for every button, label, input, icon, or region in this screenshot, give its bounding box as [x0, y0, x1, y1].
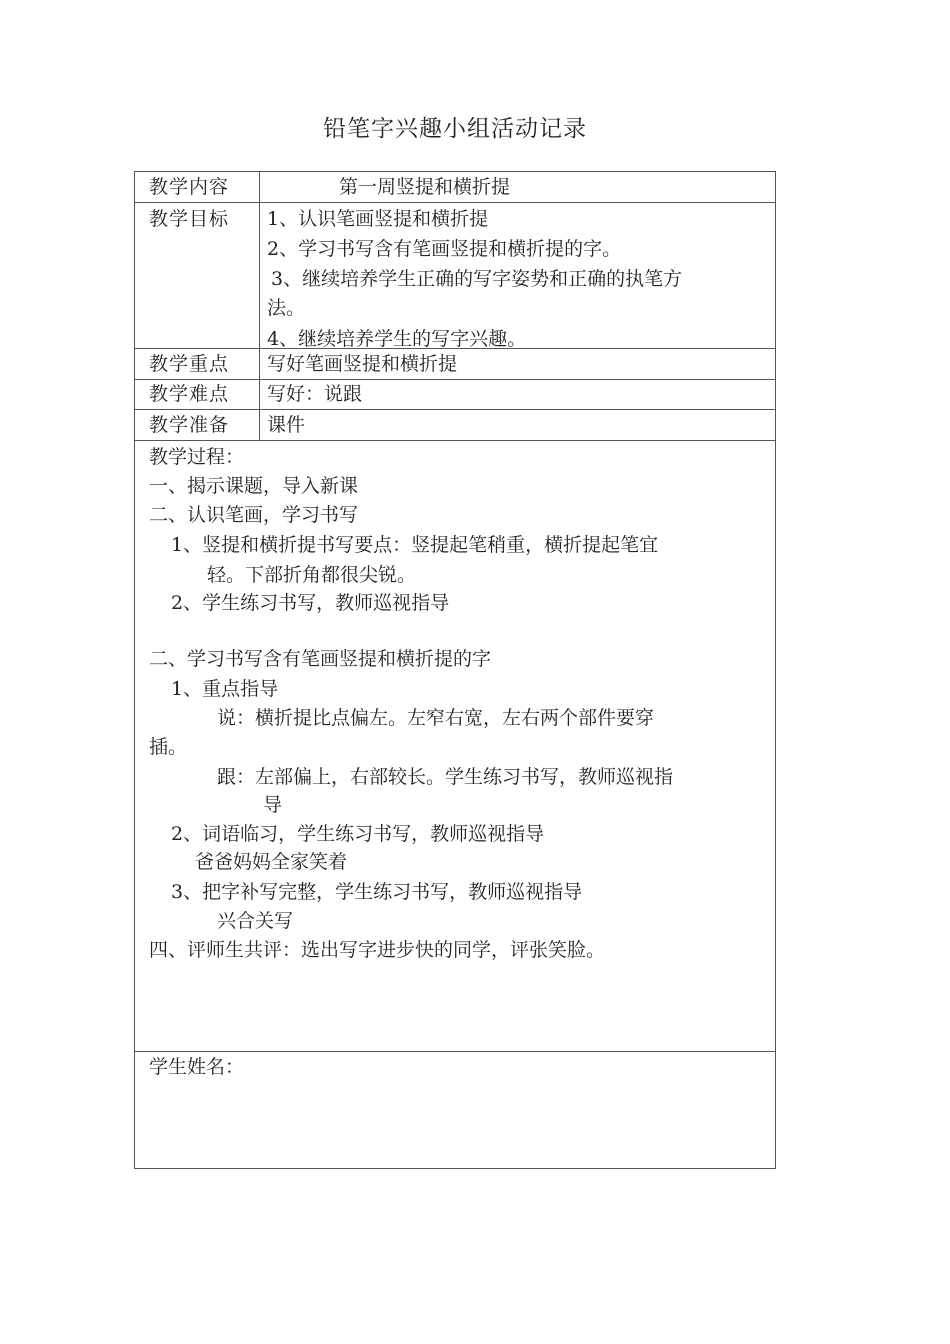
- process-line: 二、认识笔画，学习书写: [149, 504, 359, 526]
- process-line: 二、学习书写含有笔画竖提和横折提的字: [149, 648, 492, 670]
- activity-record-table: [134, 171, 776, 1169]
- preparation-label: 教学准备: [149, 414, 230, 436]
- row-divider: [135, 440, 775, 441]
- process-line: 2、学生练习书写，教师巡视指导: [171, 592, 450, 614]
- difficulty-value: 写好：说跟: [267, 383, 363, 405]
- process-line: 说：横折提比点偏左。左窄右宽，左右两个部件要穿: [217, 707, 655, 729]
- process-line: 轻。下部折角都很尖锐。: [207, 564, 417, 586]
- process-line: 跟：左部偏上，右部较长。学生练习书写，教师巡视指: [217, 766, 674, 788]
- goal-item: 2、学习书写含有笔画竖提和横折提的字。: [267, 238, 622, 260]
- process-line: 爸爸妈妈全家笑着: [195, 851, 348, 873]
- preparation-value: 课件: [267, 414, 306, 436]
- process-line: 3、把字补写完整，学生练习书写，教师巡视指导: [171, 881, 583, 903]
- process-line: 兴合关写: [217, 910, 294, 932]
- row-divider: [135, 379, 775, 380]
- goal-item: 1、认识笔画竖提和横折提: [267, 208, 489, 230]
- column-divider: [259, 172, 260, 440]
- page-title: 铅笔字兴趣小组活动记录: [323, 116, 587, 142]
- row-divider: [135, 1051, 775, 1052]
- process-line: 四、评师生共评：选出写字进步快的同学，评张笑脸。: [149, 939, 606, 961]
- process-line: 插。: [149, 736, 188, 758]
- key-point-label: 教学重点: [149, 353, 230, 375]
- process-heading: 教学过程：: [149, 446, 245, 468]
- row-divider: [135, 409, 775, 410]
- goal-item: 4、继续培养学生的写字兴趣。: [267, 328, 527, 350]
- key-point-value: 写好笔画竖提和横折提: [267, 353, 458, 375]
- process-line: 1、重点指导: [171, 678, 279, 700]
- goal-item: 法。: [267, 297, 306, 319]
- process-line: 导: [263, 794, 283, 816]
- student-name-label: 学生姓名：: [149, 1056, 245, 1078]
- process-line: 1、竖提和横折提书写要点：竖提起笔稍重，横折提起笔宜: [171, 534, 659, 556]
- process-line: 一、揭示课题，导入新课: [149, 475, 359, 497]
- row-divider: [135, 202, 775, 203]
- difficulty-label: 教学难点: [149, 383, 230, 405]
- content-value: 第一周竖提和横折提: [339, 176, 511, 198]
- goals-label: 教学目标: [149, 208, 230, 230]
- content-label: 教学内容: [149, 176, 230, 198]
- process-line: 2、词语临习，学生练习书写，教师巡视指导: [171, 823, 545, 845]
- goal-item: 3、继续培养学生正确的写字姿势和正确的执笔方: [271, 268, 683, 290]
